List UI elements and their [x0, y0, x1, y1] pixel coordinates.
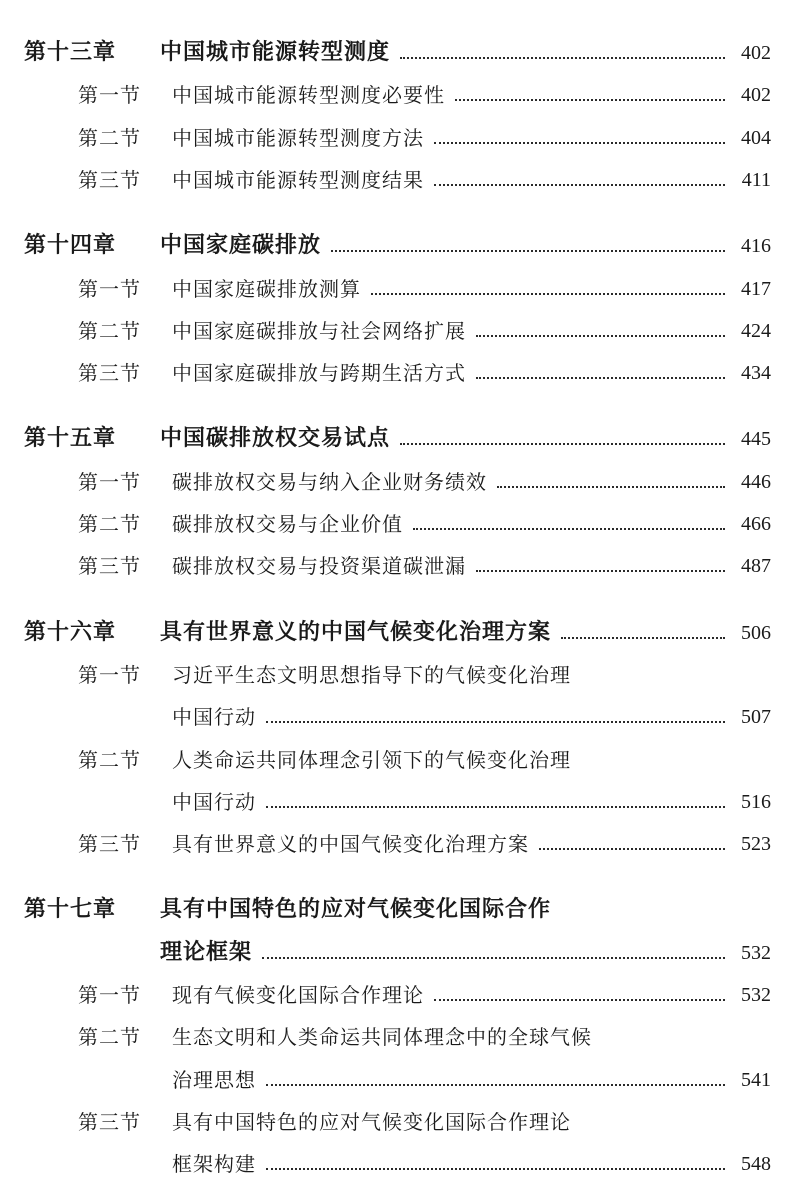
leader-dots — [371, 293, 725, 295]
chapter-label: 第十五章 — [24, 426, 117, 452]
leader-dots — [413, 528, 725, 530]
chapter-label: 第十四章 — [24, 233, 117, 259]
page-number: 402 — [741, 84, 771, 107]
section-label: 第一节 — [78, 469, 141, 494]
section-entry[interactable] — [0, 272, 787, 306]
chapter-title: 具有中国特色的应对气候变化国际合作 — [160, 897, 552, 923]
section-title: 碳排放权交易与纳入企业财务绩效 — [172, 469, 487, 494]
section-entry[interactable] — [0, 1020, 787, 1054]
chapter-entry[interactable] — [0, 616, 787, 650]
entry-title-continuation: 理论框架 — [160, 939, 253, 965]
section-title: 中国城市能源转型测度结果 — [172, 167, 424, 192]
chapter-title: 中国家庭碳排放 — [160, 233, 322, 259]
chapter-title: 中国城市能源转型测度 — [160, 40, 391, 65]
leader-dots — [497, 486, 725, 488]
section-label: 第三节 — [78, 1109, 141, 1134]
section-label: 第二节 — [78, 318, 141, 343]
section-entry[interactable] — [0, 507, 787, 541]
section-entry[interactable] — [0, 549, 787, 583]
chapter-title: 中国碳排放权交易试点 — [160, 426, 391, 452]
page-number: 466 — [741, 513, 771, 535]
section-label: 第二节 — [78, 747, 141, 772]
section-label: 第三节 — [78, 554, 141, 579]
section-entry[interactable] — [0, 314, 787, 348]
section-entry[interactable] — [0, 1105, 787, 1139]
leader-dots — [266, 806, 725, 808]
leader-dots — [476, 377, 725, 379]
page-number: 507 — [741, 706, 771, 729]
section-title: 习近平生态文明思想指导下的气候变化治理 — [172, 662, 571, 687]
section-entry-continuation[interactable] — [0, 785, 787, 819]
section-label: 第一节 — [78, 983, 141, 1007]
section-entry[interactable] — [0, 827, 787, 861]
section-label: 第三节 — [78, 832, 141, 857]
leader-dots — [434, 999, 725, 1001]
leader-dots — [266, 1168, 725, 1170]
page-number: 523 — [741, 833, 771, 856]
chapter-entry[interactable] — [0, 893, 787, 927]
section-title: 现有气候变化国际合作理论 — [172, 983, 424, 1007]
section-entry[interactable] — [0, 78, 787, 112]
section-title: 中国家庭碳排放与社会网络扩展 — [172, 318, 466, 343]
leader-dots — [400, 443, 725, 445]
section-label: 第一节 — [78, 83, 141, 108]
page-number: 548 — [741, 1153, 771, 1176]
section-label: 第二节 — [78, 1025, 141, 1050]
section-entry[interactable] — [0, 743, 787, 777]
page-number: 402 — [741, 42, 771, 64]
chapter-label: 第十三章 — [24, 40, 117, 65]
section-title: 人类命运共同体理念引领下的气候变化治理 — [172, 747, 571, 772]
leader-dots — [476, 570, 725, 572]
page-number: 446 — [741, 470, 771, 493]
leader-dots — [400, 57, 725, 59]
section-entry[interactable] — [0, 356, 787, 390]
leader-dots — [266, 1084, 725, 1086]
section-title: 中国城市能源转型测度方法 — [172, 125, 424, 150]
leader-dots — [434, 184, 725, 186]
page-number: 434 — [741, 362, 771, 385]
section-entry-continuation[interactable] — [0, 700, 787, 734]
leader-dots — [331, 250, 725, 252]
page-number: 516 — [741, 790, 771, 813]
section-title: 生态文明和人类命运共同体理念中的全球气候 — [172, 1025, 592, 1050]
section-entry[interactable] — [0, 978, 787, 1012]
section-entry-continuation[interactable] — [0, 1063, 787, 1097]
page-number: 411 — [741, 168, 771, 191]
section-label: 第一节 — [78, 662, 141, 687]
leader-dots — [539, 848, 725, 850]
section-title: 碳排放权交易与投资渠道碳泄漏 — [172, 554, 466, 579]
chapter-label: 第十七章 — [24, 897, 117, 923]
leader-dots — [262, 957, 725, 959]
page-number: 506 — [741, 621, 771, 644]
page-number: 541 — [741, 1068, 771, 1091]
section-entry[interactable] — [0, 121, 787, 155]
chapter-entry-continuation[interactable] — [0, 936, 787, 970]
leader-dots — [434, 142, 725, 144]
leader-dots — [476, 335, 725, 337]
section-title: 碳排放权交易与企业价值 — [172, 512, 403, 536]
entry-title-continuation: 中国行动 — [172, 705, 256, 730]
page-number: 417 — [741, 277, 771, 300]
leader-dots — [561, 637, 725, 639]
section-title: 中国家庭碳排放测算 — [172, 276, 361, 301]
page-number: 532 — [741, 941, 771, 964]
page-number: 487 — [741, 555, 771, 578]
section-label: 第二节 — [78, 512, 141, 536]
chapter-label: 第十六章 — [24, 619, 117, 645]
page-number: 445 — [741, 428, 771, 451]
section-title: 具有世界意义的中国气候变化治理方案 — [172, 832, 529, 857]
page-number: 416 — [741, 235, 771, 258]
leader-dots — [266, 721, 725, 723]
section-entry[interactable] — [0, 658, 787, 692]
section-title: 中国家庭碳排放与跨期生活方式 — [172, 361, 466, 386]
section-entry[interactable] — [0, 163, 787, 197]
entry-title-continuation: 治理思想 — [172, 1067, 256, 1092]
page-number: 424 — [741, 319, 771, 342]
page-number: 404 — [741, 126, 771, 149]
leader-dots — [455, 99, 725, 101]
section-label: 第一节 — [78, 276, 141, 301]
entry-title-continuation: 中国行动 — [172, 789, 256, 814]
page-number: 532 — [741, 984, 771, 1006]
section-entry-continuation[interactable] — [0, 1147, 787, 1181]
chapter-entry[interactable] — [0, 36, 787, 70]
section-label: 第三节 — [78, 361, 141, 386]
chapter-entry[interactable] — [0, 422, 787, 456]
section-label: 第二节 — [78, 125, 141, 150]
entry-title-continuation: 框架构建 — [172, 1152, 256, 1177]
chapter-title: 具有世界意义的中国气候变化治理方案 — [160, 619, 552, 645]
section-title: 中国城市能源转型测度必要性 — [172, 83, 445, 108]
chapter-entry[interactable] — [0, 229, 787, 263]
section-label: 第三节 — [78, 167, 141, 192]
section-title: 具有中国特色的应对气候变化国际合作理论 — [172, 1109, 571, 1134]
section-entry[interactable] — [0, 465, 787, 499]
